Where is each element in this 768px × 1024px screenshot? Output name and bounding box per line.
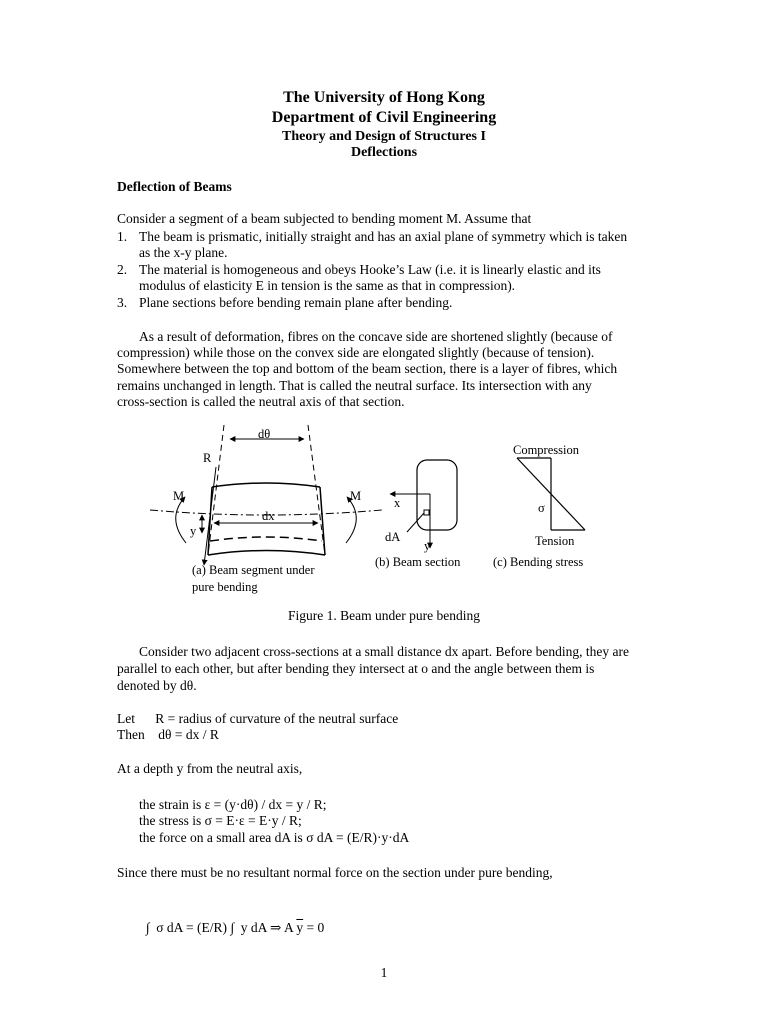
y-axis-label: y: [424, 539, 431, 553]
integral-right: = 0: [303, 920, 325, 935]
section-line-right: [308, 425, 325, 555]
assumption-text: as the x-y plane.: [139, 245, 228, 260]
since-line: Since there must be no resultant normal force on the section under pure bending,: [117, 865, 553, 880]
paragraph-line: Consider two adjacent cross-sections at a small distance dx apart. Before bending, they are: [139, 644, 629, 659]
moment-right-label: M: [350, 489, 362, 503]
paragraph-line: As a result of deformation, fibres on the concave side are shortened slightly (because of: [139, 329, 613, 344]
beam-bottom-edge: [208, 551, 325, 556]
y-label: y: [190, 524, 197, 538]
da-label: dA: [385, 530, 401, 544]
beam-segment-diagram: [150, 425, 382, 565]
caption-b: (b) Beam section: [375, 555, 461, 569]
course-title: Theory and Design of Structures I: [282, 129, 486, 144]
depth-line: At a depth y from the neutral axis,: [117, 761, 303, 776]
section-outline: [417, 460, 457, 530]
bending-stress-diagram: [517, 458, 585, 530]
equation-line: the stress is σ = E·ε = E·y / R;: [139, 813, 302, 828]
sigma-label: σ: [538, 501, 545, 515]
equation-line: the force on a small area dA is σ dA = (E/R)·y·dA: [139, 830, 410, 845]
assumption-number: 2.: [117, 262, 128, 277]
assumption-text: Plane sections before bending remain plane after bending.: [139, 295, 453, 310]
university-title: The University of Hong Kong: [283, 89, 485, 106]
caption-c: (c) Bending stress: [493, 555, 584, 569]
x-axis-label: x: [394, 496, 401, 510]
paragraph-line: Somewhere between the top and bottom of the beam section, there is a layer of fibres, which: [117, 361, 618, 376]
da-leader: [407, 513, 424, 532]
section-line-left: [208, 425, 224, 555]
figure-caption: Figure 1. Beam under pure bending: [288, 608, 480, 623]
moment-arrow-right: [346, 497, 356, 543]
paragraph-line: parallel to each other, but after bending they intersect at o and the angle between them is: [117, 661, 595, 676]
beam-end-right: [320, 487, 325, 555]
paragraph-line: denoted by dθ.: [117, 678, 197, 693]
beam-top-edge: [212, 483, 320, 487]
paragraph-line: cross-section is called the neutral axis of that section.: [117, 394, 405, 409]
page-number: 1: [380, 965, 388, 980]
dtheta-label: dθ: [258, 427, 271, 441]
section-heading: Deflection of Beams: [117, 179, 232, 194]
moment-left-label: M: [173, 489, 185, 503]
caption-a: (a) Beam segment under: [192, 563, 315, 577]
moment-arrow-left: [176, 497, 186, 543]
assumption-number: 3.: [117, 295, 128, 310]
department-title: Department of Civil Engineering: [271, 109, 497, 126]
equation-line: the strain is ε = (y·dθ) / dx = y / R;: [139, 797, 327, 812]
then-line: Then dθ = dx / R: [117, 727, 219, 742]
assumption-text: The material is homogeneous and obeys Hooke’s Law (i.e. it is linearly elastic and its: [139, 262, 601, 277]
tension-label: Tension: [535, 534, 575, 548]
radius-label: R: [203, 451, 212, 465]
dashed-fibre: [210, 537, 322, 541]
assumption-number: 1.: [117, 229, 128, 244]
paragraph-line: remains unchanged in length. That is called the neutral surface. Its intersection with any: [117, 378, 592, 393]
compression-label: Compression: [513, 443, 579, 457]
assumption-text: modulus of elasticity E in tension is the same as that in compression).: [139, 278, 516, 293]
integral-equation: [139, 902, 324, 936]
beam-figure: [0, 415, 768, 615]
topic-title: Deflections: [350, 145, 418, 160]
intro-text: Consider a segment of a beam subjected to bending moment M. Assume that: [117, 211, 532, 226]
integral-left: ∫ σ dA = (E/R) ∫ y dA ⇒ A: [145, 920, 297, 935]
ybar: $\overline{y}$: [296, 920, 304, 935]
paragraph-line: compression) while those on the convex side are elongated slightly (because of tension).: [117, 345, 595, 360]
beam-end-left: [208, 487, 212, 555]
caption-a: pure bending: [192, 580, 258, 594]
assumption-text: The beam is prismatic, initially straight and has an axial plane of symmetry which is taken: [139, 229, 628, 244]
area-element: [424, 510, 429, 515]
let-line: Let R = radius of curvature of the neutral surface: [117, 711, 399, 726]
dx-label: dx: [262, 509, 275, 523]
